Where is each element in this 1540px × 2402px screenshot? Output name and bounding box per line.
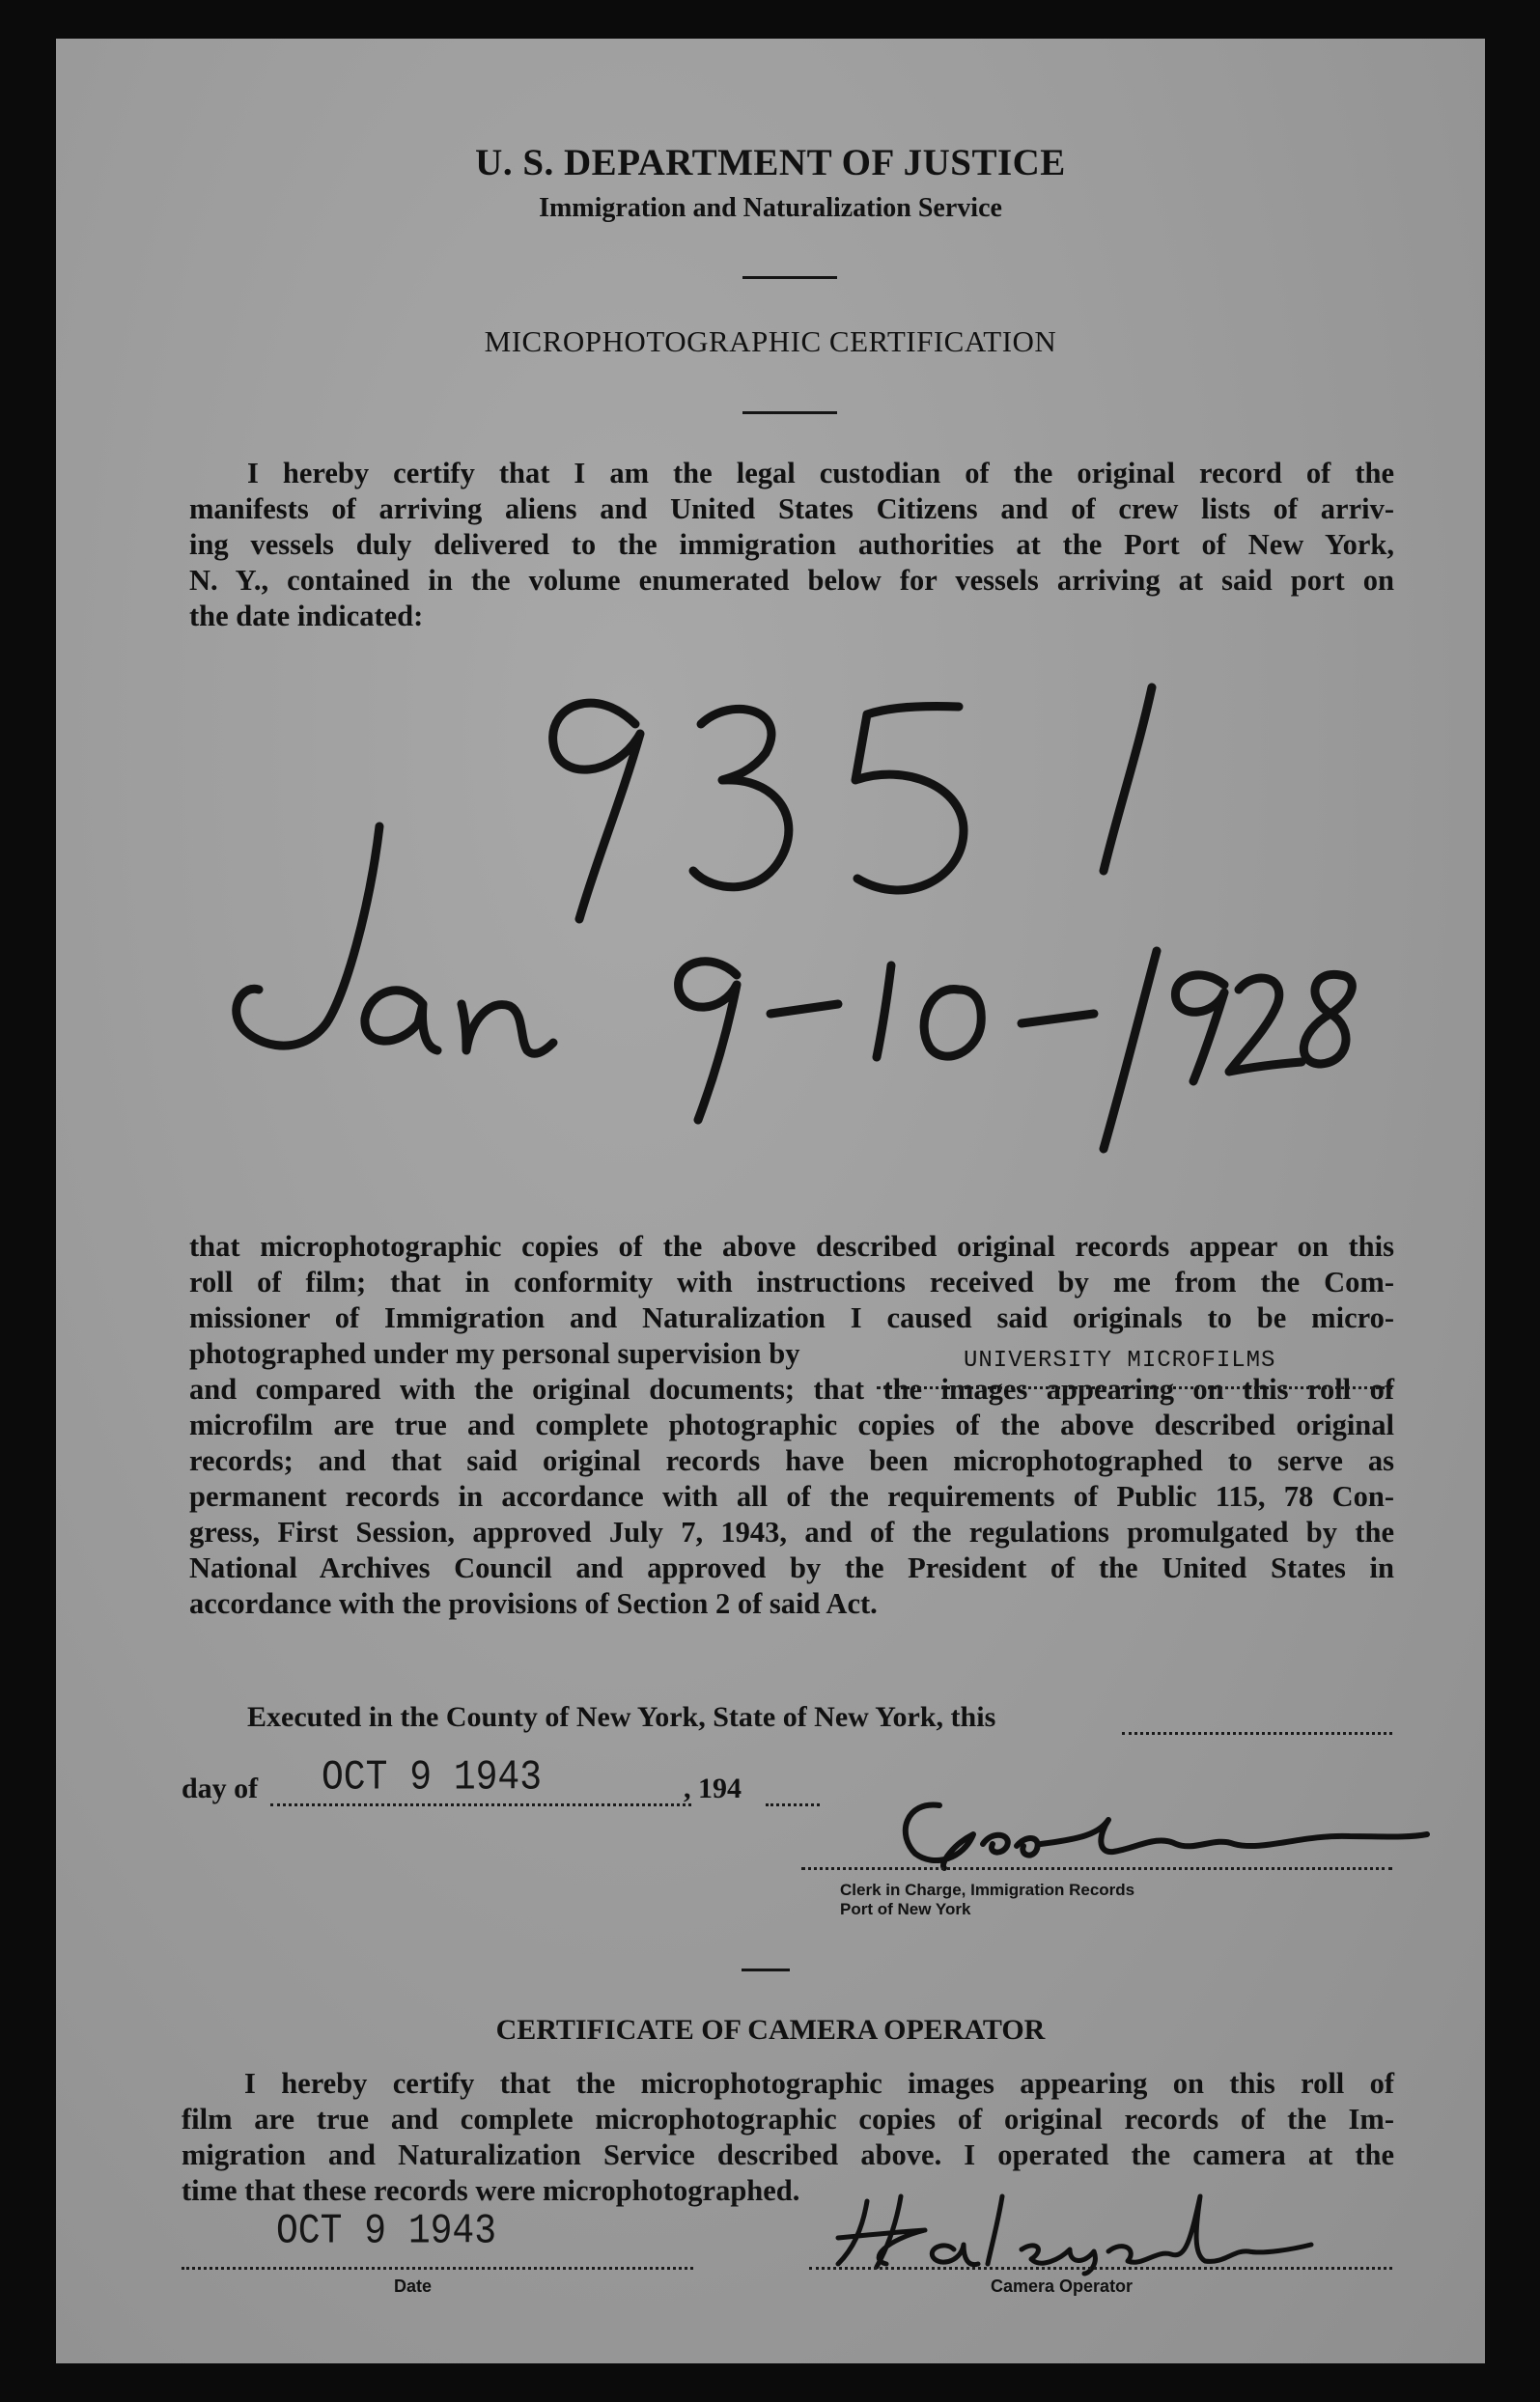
clerk-title-line2: Port of New York [840, 1900, 971, 1918]
date-label: Date [394, 2276, 433, 2296]
stamped-date: OCT 9 1943 [322, 1753, 543, 1802]
divider-bottom [742, 1969, 790, 1971]
camera-line: migration and Naturalization Service described above. I operated the camera at the [182, 2138, 1394, 2171]
body-line: and compared with the original documents; that the images appearing on this roll of [189, 1373, 1394, 1406]
form-title: MICROPHOTOGRAPHIC CERTIFICATION [484, 324, 1057, 358]
handwritten-entry [56, 618, 1485, 1159]
intro-paragraph [189, 456, 1394, 634]
body-line: that microphotographic copies of the above described original records appear on this [189, 1230, 1394, 1263]
executed-dotted-line [1122, 1732, 1392, 1735]
department-heading: U. S. DEPARTMENT OF JUSTICE [475, 142, 1066, 183]
operator-label: Camera Operator [991, 2276, 1134, 2296]
divider-top [742, 276, 837, 279]
body-line: records; and that said original records have been microphotographed to serve as [189, 1444, 1394, 1477]
body-line: permanent records in accordance with all of the requirements of Public 115, 78 Con- [189, 1480, 1394, 1513]
camera-line: I hereby certify that the microphotographic images appearing on this roll of [244, 2067, 1394, 2100]
letter-J [237, 826, 379, 1046]
body-line: gress, First Session, approved July 7, 1943, and of the regulations promulgated by the [189, 1516, 1394, 1549]
clerk-title-line1: Clerk in Charge, Immigration Records [840, 1881, 1135, 1899]
intro-line: N. Y., contained in the volume enumerated below for vessels arriving at said port on [189, 564, 1394, 597]
date-dotted-line [182, 2267, 693, 2270]
intro-line: the date indicated: [189, 600, 424, 632]
digit-9 [553, 703, 640, 919]
body-line: National Archives Council and approved by the President of the United States in [189, 1551, 1394, 1584]
body-line: roll of film; that in conformity with instructions received by me from the Com- [189, 1266, 1394, 1299]
camera-line: film are true and complete microphotographic copies of original records of the Im- [182, 2103, 1394, 2136]
operator-dotted-line [809, 2267, 1392, 2270]
year-label: , 194 [684, 1773, 742, 1804]
digit-1 [1104, 687, 1152, 871]
intro-line: ing vessels duly delivered to the immigration authorities at the Port of New York, [189, 528, 1394, 561]
digit-5 [855, 707, 964, 890]
clerk-dotted-line [801, 1867, 1392, 1870]
body-line: missioner of Immigration and Naturalization I caused said originals to be micro- [189, 1301, 1394, 1334]
certificate-document [56, 39, 1485, 2363]
digit-9b [679, 962, 737, 1120]
operator-signature [809, 2182, 1350, 2278]
letter-n [462, 1004, 553, 1053]
body-line: microfilm are true and complete photographic copies of the above described original [189, 1409, 1394, 1441]
letter-a [365, 991, 437, 1050]
body-paragraph [189, 1229, 1394, 1622]
typed-agency: UNIVERSITY MICROFILMS [964, 1348, 1276, 1374]
agency-dotted-line [877, 1386, 1392, 1389]
divider-mid [742, 411, 837, 414]
body-line: photographed under my personal supervision by [189, 1337, 800, 1370]
year-dotted-line [766, 1803, 820, 1806]
day-of-label: day of [182, 1773, 259, 1804]
service-subheading: Immigration and Naturalization Service [539, 193, 1002, 223]
camera-line: time that these records were microphotographed. [182, 2174, 800, 2207]
day-dotted-line [270, 1803, 691, 1806]
intro-line: I hereby certify that I am the legal custodian of the original record of the [247, 457, 1394, 489]
clerk-title [840, 1881, 1134, 1919]
executed-text: Executed in the County of New York, State of New York, this [247, 1701, 996, 1733]
camera-certificate-title: CERTIFICATE OF CAMERA OPERATOR [495, 2014, 1046, 2046]
camera-stamped-date: OCT 9 1943 [276, 2207, 497, 2256]
digit-3 [693, 709, 789, 886]
body-line: accordance with the provisions of Section 2 of said Act. [189, 1587, 878, 1620]
intro-line: manifests of arriving aliens and United States Citizens and of crew lists of arriv- [189, 492, 1394, 525]
